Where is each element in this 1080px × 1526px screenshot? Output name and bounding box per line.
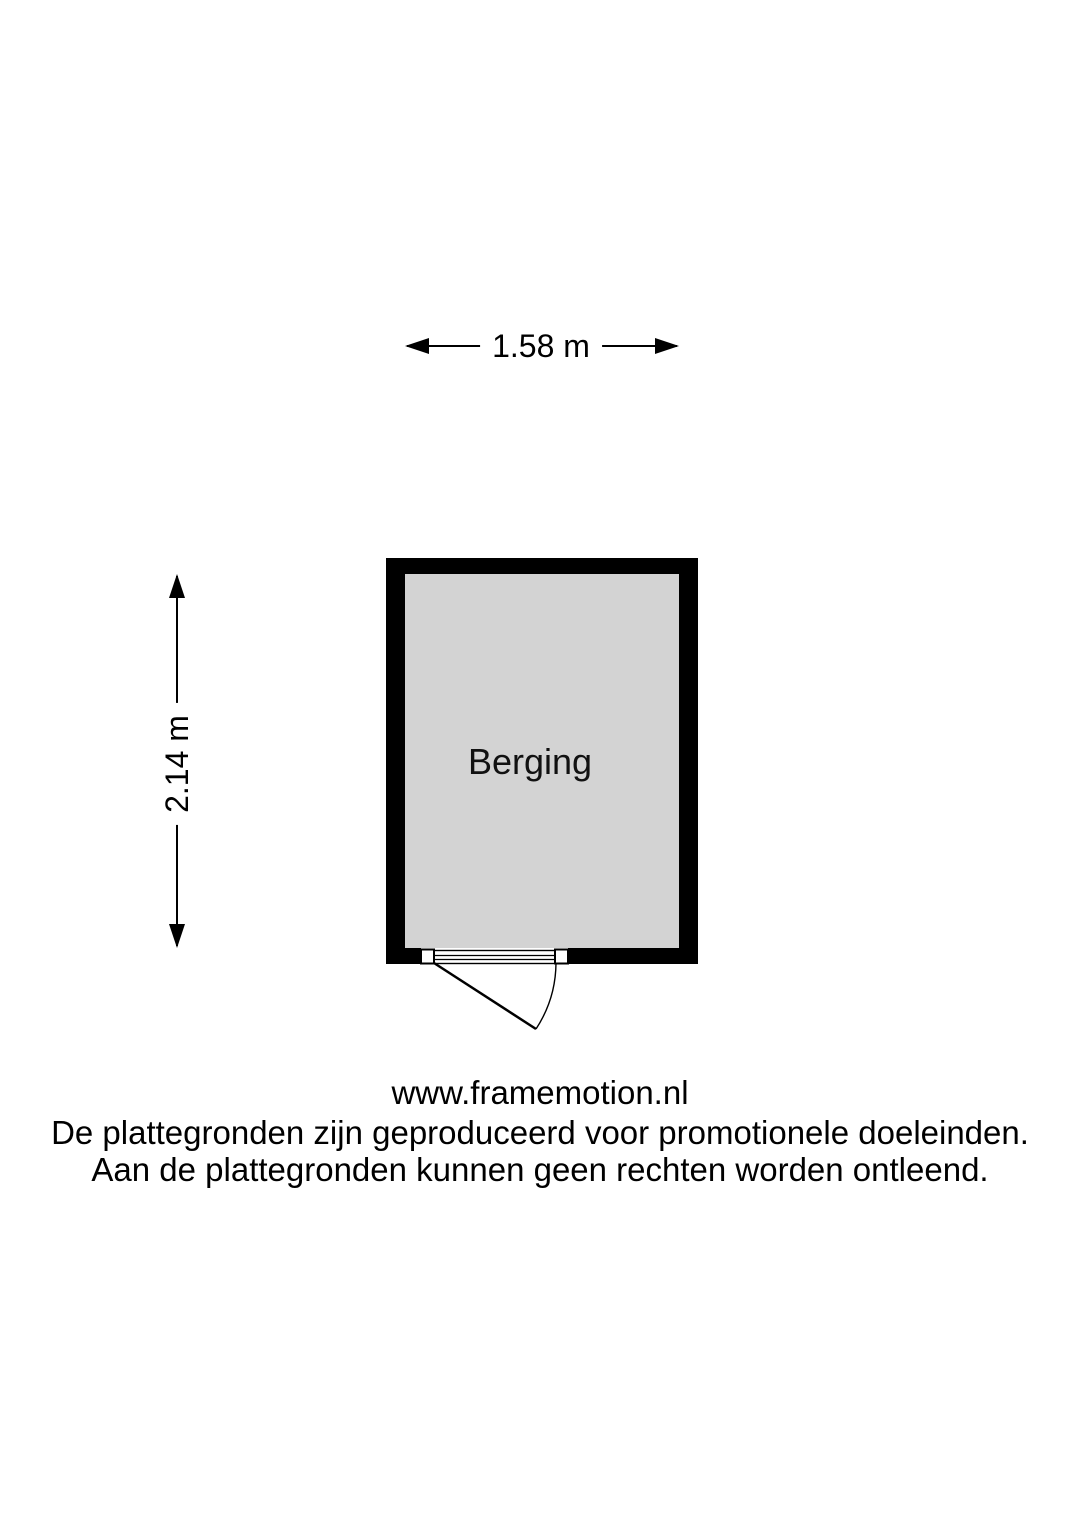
arrowhead-left-icon bbox=[405, 338, 429, 354]
door-jamb-left bbox=[421, 950, 434, 964]
arrowhead-right-icon bbox=[655, 338, 679, 354]
door-swing-arc bbox=[536, 963, 556, 1029]
door-leaf bbox=[434, 963, 536, 1029]
door-jamb-right bbox=[555, 950, 568, 964]
door bbox=[421, 948, 568, 1029]
height-dimension-label: 2.14 m bbox=[157, 703, 197, 825]
arrowhead-down-icon bbox=[169, 924, 185, 948]
disclaimer-line-1: De plattegronden zijn geproduceerd voor promotionele doeleinden. bbox=[51, 1114, 1029, 1151]
door-threshold bbox=[434, 951, 555, 964]
disclaimer-line-2: Aan de plattegronden kunnen geen rechten worden ontleend. bbox=[91, 1151, 989, 1188]
room-label: Berging bbox=[467, 741, 593, 782]
website-url: www.framemotion.nl bbox=[391, 1074, 689, 1111]
arrowhead-up-icon bbox=[169, 574, 185, 598]
width-dimension-label: 1.58 m bbox=[480, 326, 602, 366]
